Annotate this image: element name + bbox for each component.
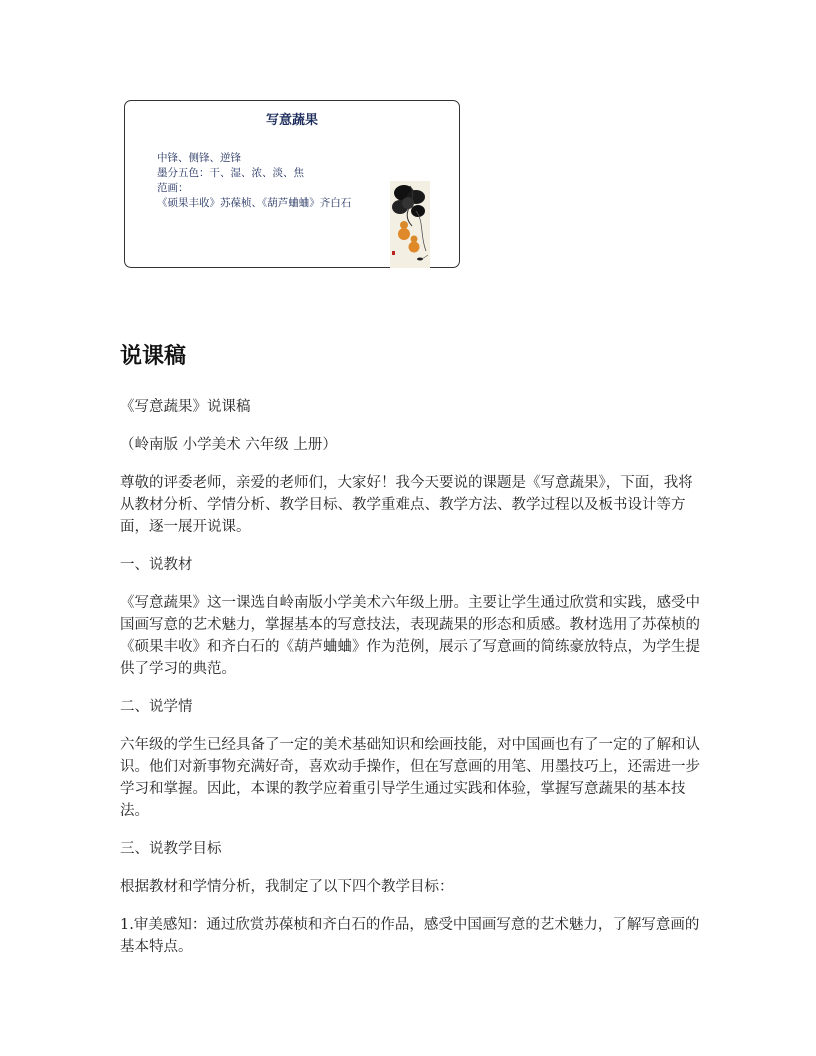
card-line: 《硕果丰收》苏葆桢、《葫芦蛐蛐》齐白石 bbox=[157, 197, 352, 209]
card-line: 中锋、侧锋、逆锋 bbox=[157, 152, 241, 164]
paragraph: 六年级的学生已经具备了一定的美术基础知识和绘画技能，对中国画也有了一定的了解和认识。他们对新事物充满好奇，喜欢动手操作，但在写意画的用笔、用墨技巧上，还需进一步学习和掌握。因此，本课的教学应着重引导学生通过实践和体验，掌握写意蔬果的基本技法。 bbox=[120, 737, 700, 819]
intro-paragraph: 尊敬的评委老师，亲爱的老师们，大家好！我今天要说的课题是《写意蔬果》，下面，我将从教材分析、学情分析、教学目标、教学重难点、教学方法、教学过程以及板书设计等方面，逐一展开说课。 bbox=[120, 475, 693, 535]
section-heading: 一、说教材 bbox=[120, 557, 193, 573]
page-heading: 说课稿 bbox=[120, 343, 187, 369]
paragraph: 《写意蔬果》这一课选自岭南版小学美术六年级上册。主要让学生通过欣赏和实践，感受中国画写意的艺术魅力，掌握基本的写意技法，表现蔬果的形态和质感。教材选用了苏葆桢的《硕果丰收》和齐白石的《葫芦蛐蛐》作为范例，展示了写意画的简练豪放特点，为学生提供了学习的典范。 bbox=[120, 595, 700, 677]
slide-card bbox=[124, 100, 460, 268]
document-body bbox=[120, 396, 700, 974]
card-title: 写意蔬果 bbox=[265, 113, 318, 128]
doc-subtitle-line: （岭南版 小学美术 六年级 上册） bbox=[120, 437, 337, 453]
section-heading: 三、说教学目标 bbox=[120, 841, 222, 857]
card-line: 墨分五色：干、湿、浓、淡、焦 bbox=[157, 167, 304, 179]
card-line: 范画： bbox=[157, 182, 189, 194]
gourd-painting-icon bbox=[390, 181, 430, 268]
paragraph: 根据教材和学情分析，我制定了以下四个教学目标： bbox=[120, 879, 454, 895]
section-heading: 二、说学情 bbox=[120, 699, 193, 715]
doc-title-line: 《写意蔬果》说课稿 bbox=[120, 399, 251, 415]
paragraph: 1.审美感知：通过欣赏苏葆桢和齐白石的作品，感受中国画写意的艺术魅力，了解写意画的基本特点。 bbox=[120, 917, 700, 955]
gourd-painting-image bbox=[390, 181, 430, 268]
card-text-block bbox=[157, 151, 351, 211]
